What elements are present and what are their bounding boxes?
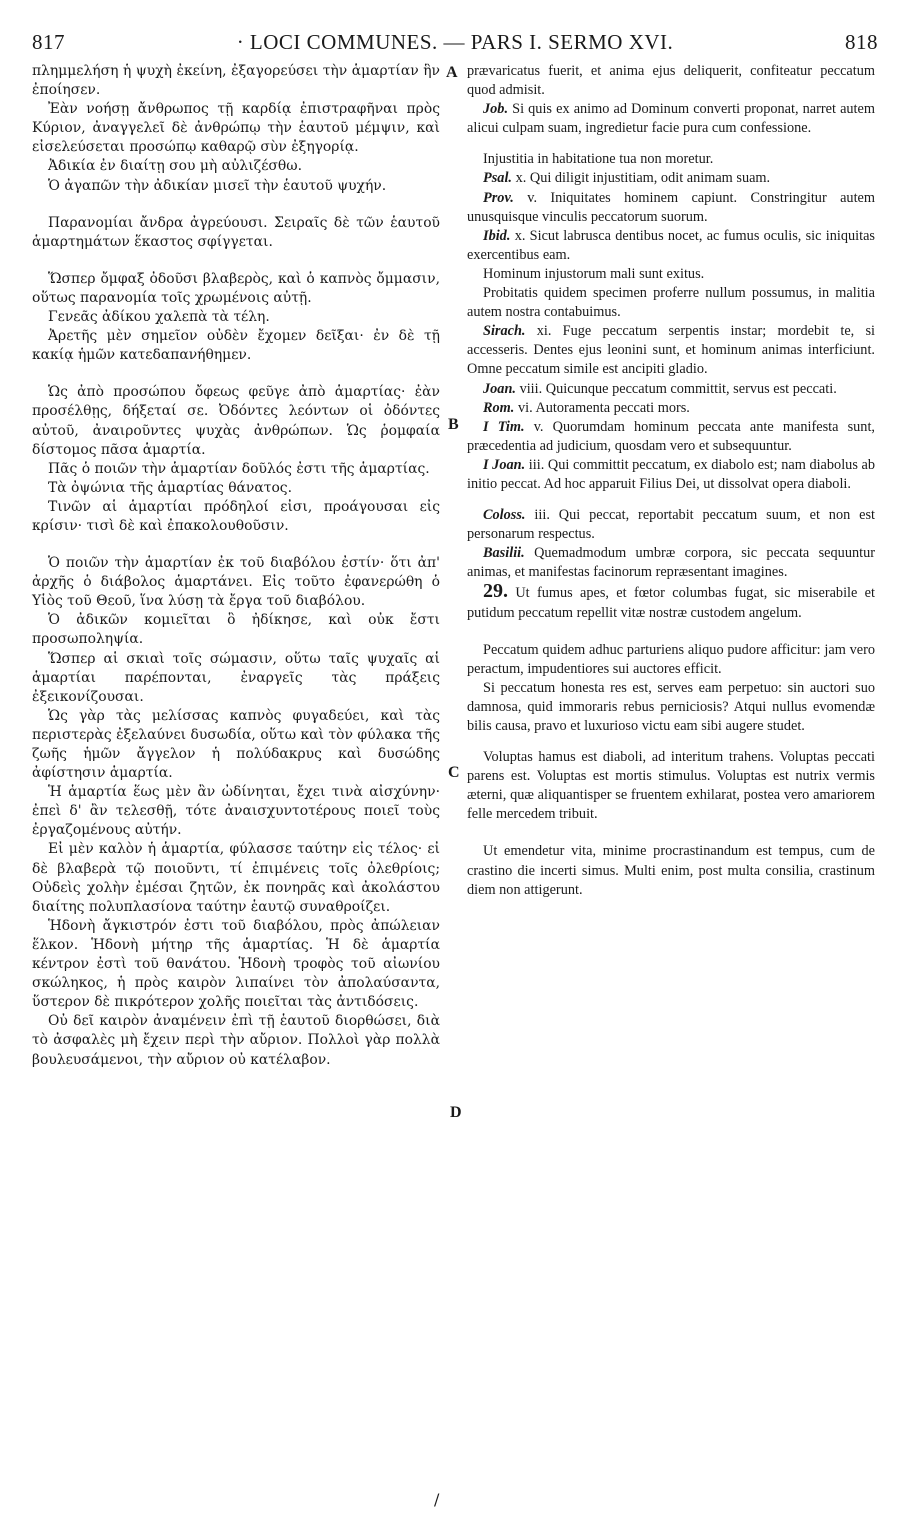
greek-paragraph: Ὡς γὰρ τὰς μελίσσας καπνὸς φυγαδεύει, καὶ τὰς περιστερὰς ἐξελαύνει δυσωδία, οὕτω καὶ τὸν φύλακα τῆς ζωῆς ἡμῶν ἄγγελον ἡ πολύδακρυς καὶ δυσώδης ἀφίστησιν ἁμαρτία. (32, 707, 440, 782)
latin-source: Joan. (483, 380, 516, 397)
greek-paragraph: Ἐὰν νοήσῃ ἄνθρωπος τῇ καρδίᾳ ἐπιστραφῆναι πρὸς Κύριον, ἀναγγελεῖ δὲ ἀνθρώπῳ τὴν ἑαυτοῦ μέμψιν, καὶ εἰσελεύσεται προσώπῳ καθαρῷ σὺν ἐξηγορίᾳ. (32, 101, 440, 156)
latin-paragraph (467, 189, 875, 227)
latin-source: Psal. (483, 170, 512, 187)
latin-paragraph (467, 265, 875, 284)
latin-text: x. Qui diligit injustitiam, odit animam suam. (515, 170, 771, 187)
latin-text: viii. Quicunque peccatum committit, servus est peccati. (519, 380, 837, 397)
latin-paragraph (467, 544, 875, 582)
latin-paragraph (467, 582, 875, 622)
greek-paragraph: Ὥσπερ ὄμφαξ ὀδοῦσι βλαβερὸς, καὶ ὁ καπνὸς ὄμμασιν, οὕτως παρανομία τοῖς χρωμένοις αὐτῇ. (32, 270, 440, 306)
latin-paragraph (467, 842, 875, 899)
latin-text: Probitatis quidem specimen proferre nullum possumus, in malitia autem nostra contabuimus. (467, 285, 875, 321)
latin-source: I Tim. (483, 418, 525, 435)
latin-paragraph (467, 62, 875, 100)
greek-paragraph: Ὁ ποιῶν τὴν ἁμαρτίαν ἐκ τοῦ διαβόλου ἐστίν· ὅτι ἀπ' ἀρχῆς ὁ διάβολος ἁμαρτάνει. Εἰς τοῦτο ἐφανερώθη ὁ Υἱὸς τοῦ Θεοῦ, ἵνα λύσῃ τὰ ἔργα τοῦ διαβόλου. (32, 555, 440, 610)
greek-paragraph: Εἰ μὲν καλὸν ἡ ἁμαρτία, φύλασσε ταύτην εἰς τέλος· εἰ δὲ βλαβερὰ τῷ ποιοῦντι, τί ἐπιμένεις τοῖς ὀλεθρίοις; Οὐδεὶς χολὴν ἐμέσαι ζητῶν, ἐκ πονηρᾶς καὶ ἀκολάστου διαίτης πολυπλασίονα ταύτην ἑαυτῷ συναθροίζει. (32, 841, 440, 915)
latin-source: Prov. (483, 189, 514, 206)
latin-text: Hominum injustorum mali sunt exitus. (483, 265, 705, 282)
latin-text: Ut emendetur vita, minime procrastinandum est tempus, cum de crastino die incerti simus. Multi enim, post multa consilia, crastinum diem non attigerunt. (467, 843, 875, 898)
greek-paragraph: Ἡδονὴ ἄγκιστρόν ἐστι τοῦ διαβόλου, πρὸς ἀπώλειαν ἕλκον. Ἡδονὴ μήτηρ τῆς ἁμαρτίας. Ἡ δὲ ἁμαρτία κέντρον ἐστὶ τοῦ θανάτου. Ἡδονὴ τροφὸς τοῦ αἰωνίου σκώληκος, ἡ πρὸς καιρὸν λιπαίνει τὸν ἀπολαύσαντα, ὕστερον δὲ πικρότερον χολῆς ποιεῖται τὰς ἀντιδόσεις. (32, 917, 440, 1011)
greek-paragraph: Τὰ ὀψώνια τῆς ἁμαρτίας θάνατος. (48, 479, 293, 496)
latin-text: Peccatum quidem adhuc parturiens aliquo pudore afficitur: jam vero peractum, impudentiores sui auctores efficit. (467, 641, 875, 677)
latin-text: Quemadmodum umbræ corpora, sic peccata sequuntur animas, et manifestas facinorum repræsentant imagines. (467, 545, 875, 581)
latin-text: prævaricatus fuerit, et anima ejus deliquerit, confiteatur peccatum quod admisit. (467, 63, 875, 99)
latin-paragraph (467, 380, 875, 399)
latin-paragraph (467, 679, 875, 736)
greek-paragraph: Παρανομίαι ἄνδρα ἀγρεύουσι. Σειραῖς δὲ τῶν ἑαυτοῦ ἁμαρτημάτων ἕκαστος σφίγγεται. (32, 214, 440, 250)
latin-column (467, 62, 875, 900)
running-header (32, 30, 878, 62)
greek-paragraph: Οὐ δεῖ καιρὸν ἀναμένειν ἐπὶ τῇ ἑαυτοῦ διορθώσει, διὰ τὸ ἀσφαλὲς μὴ ἔχειν περὶ τὴν αὔριον. Πολλοὶ γὰρ πολλὰ βουλευσάμενοι, τὴν αὔριον οὐ κατέλαβον. (32, 1013, 440, 1068)
latin-paragraph (467, 322, 875, 379)
page-number-left: 817 (32, 30, 65, 54)
greek-paragraph: Τινῶν αἱ ἁμαρτίαι πρόδηλοί εἰσι, προάγουσαι εἰς κρίσιν· τισὶ δὲ καὶ ἐπακολουθοῦσιν. (32, 498, 440, 534)
latin-source: Ibid. (483, 227, 511, 244)
latin-paragraph (467, 227, 875, 265)
latin-paragraph (467, 418, 875, 456)
latin-source: Job. (483, 101, 509, 118)
footer-mark: / (434, 1490, 440, 1509)
latin-paragraph (467, 399, 875, 418)
greek-paragraph: Ὡς ἀπὸ προσώπου ὄφεως φεῦγε ἀπὸ ἁμαρτίας· ἐὰν προσέλθῃς, δήξεταί σε. Ὀδόντες λεόντων οἱ ὀδόντες αὐτοῦ, ἀναιροῦντες ψυχὰς ἀνθρώπων. Ὡς ῥομφαία δίστομος πᾶσα ἁμαρτία. (32, 384, 440, 458)
greek-paragraph: Ἀρετῆς μὲν σημεῖον οὐδὲν ἔχομεν δεῖξαι· ἐν δὲ τῇ κακίᾳ ἡμῶν κατεδαπανήθημεν. (32, 328, 440, 364)
margin-letter-b: B (448, 416, 459, 433)
latin-text: vi. Autoramenta peccati mors. (517, 399, 690, 416)
latin-paragraph (467, 284, 875, 322)
latin-paragraph (467, 641, 875, 679)
latin-text: v. Iniquitates hominem capiunt. Constringitur autem unusquisque vinculis peccatorum suorum. (467, 189, 876, 225)
latin-text: x. Sicut labrusca dentibus nocet, ac fumus oculis, sic iniquitas exercentibus eam. (467, 227, 875, 263)
latin-source: I Joan. (483, 456, 526, 473)
greek-column (32, 62, 440, 1070)
latin-text: v. Quorumdam hominum peccata ante manifesta sunt, præcedentia ad judicium, quosdam vero et subsequuntur. (467, 418, 875, 454)
latin-text: Ut fumus apes, et fœtor columbas fugat, sic miserabile et putidum peccatum repellit vitæ nostræ custodem angelum. (467, 585, 875, 621)
latin-source: Rom. (483, 399, 515, 416)
latin-paragraph (467, 506, 875, 544)
latin-text: Si peccatum honesta res est, serves eam perpetuo: sin auctori suo damnosa, quid immoraris rebus perniciosis? Atqui nullus evomendæ bilis causa, pravo et luxurioso victu eam sibi augere studet. (467, 679, 875, 734)
latin-source: Basilii. (483, 545, 525, 562)
margin-letter-d: D (450, 1104, 462, 1121)
greek-paragraph: Ὁ ἀγαπῶν τὴν ἀδικίαν μισεῖ τὴν ἑαυτοῦ ψυχήν. (48, 177, 387, 194)
latin-text: Si quis ex animo ad Dominum converti proponat, narret autem alicui culpam suam, ingredietur facie pura cum confessione. (467, 101, 875, 137)
running-title: · LOCI COMMUNES. — PARS I. SERMO XVI. (236, 30, 674, 54)
greek-paragraph: Γενεᾶς ἀδίκου χαλεπὰ τὰ τέλη. (48, 309, 270, 326)
greek-paragraph: Ἀδικία ἐν διαίτῃ σου μὴ αὐλιζέσθω. (48, 158, 302, 175)
latin-text: Injustitia in habitatione tua non moretur. (483, 151, 714, 168)
latin-paragraph (467, 748, 875, 824)
latin-paragraph (467, 150, 875, 169)
greek-paragraph: Ὁ ἀδικῶν κομιεῖται ὃ ἠδίκησε, καὶ οὐκ ἔστι προσωποληψία. (32, 612, 440, 648)
latin-text: Voluptas hamus est diaboli, ad interitum trahens. Voluptas peccati parens est. Voluptas est mortis stimulus. Voluptas est nutrix vermis æterni, quæ aliquantisper se fruentem exhilarat, postea vero amariorem felle mercedem tribuit. (467, 749, 875, 823)
latin-text: xi. Fuge peccatum serpentis instar; mordebit te, si accesseris. Dentes ejus leonini sunt, et hominum animas interficiunt. Omne peccatum simile est ancipiti gladio. (467, 323, 875, 378)
margin-letter-a: A (446, 64, 458, 81)
latin-paragraph (467, 169, 875, 188)
greek-paragraph: Ὥσπερ αἱ σκιαὶ τοῖς σώμασιν, οὕτω ταῖς ψυχαῖς αἱ ἁμαρτίαι παρέπονται, ἐναργεῖς τὰς πράξεις ἐξεικονίζουσαι. (32, 650, 440, 705)
latin-paragraph (467, 456, 875, 494)
latin-source: Coloss. (483, 507, 526, 524)
latin-text: iii. Qui committit peccatum, ex diabolo est; nam diabolus ab initio peccat. Ad hoc apparuit Filius Dei, ut dissolvat opera diaboli. (467, 456, 875, 492)
greek-paragraph: Πᾶς ὁ ποιῶν τὴν ἁμαρτίαν δοῦλός ἐστι τῆς ἁμαρτίας. (48, 460, 430, 477)
latin-source: Sirach. (483, 323, 526, 340)
latin-paragraph (467, 100, 875, 138)
page-number-right: 818 (845, 30, 878, 54)
margin-letter-c: C (448, 764, 460, 781)
greek-paragraph: Ἡ ἁμαρτία ἕως μὲν ἂν ὠδίνηται, ἔχει τινὰ αἰσχύνην· ἐπεὶ δ' ἂν τελεσθῇ, τότε ἀναισχυντοτέρους ποιεῖ τοὺς ἐργαζομένους αὐτήν. (32, 784, 440, 839)
latin-text: iii. Qui peccat, reportabit peccatum suum, et non est personarum respectus. (467, 507, 876, 543)
greek-paragraph: πλημμελήση ἡ ψυχὴ ἐκείνη, ἐξαγορεύσει τὴν ἁμαρτίαν ἣν ἐποίησεν. (32, 63, 440, 99)
section-number: 29. (483, 580, 508, 603)
